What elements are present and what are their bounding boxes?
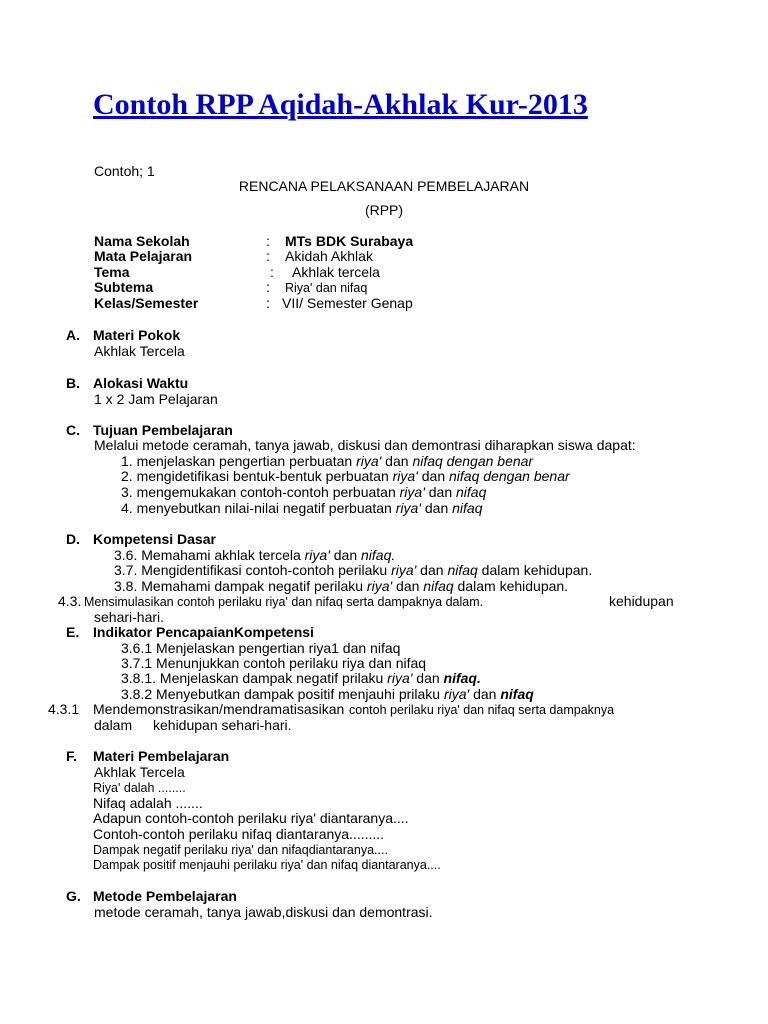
section-g-heading: Metode Pembelajaran <box>93 888 237 904</box>
section-e-heading: Indikator PencapaianKompetensi <box>93 624 314 640</box>
identity-value: Akidah Akhlak <box>285 248 373 264</box>
kd-number: 4.3. <box>58 593 82 609</box>
kd-text-end: kehidupan <box>609 593 674 609</box>
identity-separator: : <box>266 295 270 311</box>
indicator-text: Mendemonstrasikan/mendramatisasikan <box>93 701 345 717</box>
section-b-heading: Alokasi Waktu <box>93 375 189 391</box>
identity-value: VII/ Semester Genap <box>282 295 413 311</box>
indicator-text-continued: dalam <box>94 717 133 733</box>
section-a-heading: Materi Pokok <box>93 327 181 343</box>
identity-label: Tema <box>94 264 130 280</box>
section-a-letter: A. <box>66 327 80 343</box>
list-item: 3.6. Memahami akhlak tercela riya' dan nifaq. <box>114 547 396 563</box>
section-d-heading: Kompetensi Dasar <box>93 531 216 547</box>
identity-value: MTs BDK Surabaya <box>285 233 414 249</box>
list-item: 2. mengidetifikasi bentuk-bentuk perbuatan riya' dan nifaq dengan benar <box>121 468 570 484</box>
section-c-heading: Tujuan Pembelajaran <box>93 422 233 438</box>
identity-value: Riya' dan nifaq <box>285 281 368 295</box>
list-item: 4. menyebutkan nilai-nilai negatif perbuatan riya' dan nifaq <box>121 500 483 516</box>
identity-separator: : <box>266 233 270 249</box>
section-g-letter: G. <box>66 888 81 904</box>
indicator-text-continued: kehidupan sehari-hari. <box>153 717 292 733</box>
list-item: Nifaq adalah ....... <box>93 795 203 811</box>
list-item: 3.8.1. Menjelaskan dampak negatif prilaku riya' dan nifaq. <box>121 670 481 686</box>
list-item: Riya' dalah ........ <box>93 781 186 795</box>
list-item: 3.6.1 Menjelaskan pengertian riya1 dan nifaq <box>121 640 401 656</box>
section-c-letter: C. <box>66 422 80 438</box>
list-item: 1. menjelaskan pengertian perbuatan riya' dan nifaq dengan benar <box>121 453 534 469</box>
list-item: 3. mengemukakan contoh-contoh perbuatan riya' dan nifaq <box>121 484 487 500</box>
section-b-text: 1 x 2 Jam Pelajaran <box>94 391 218 407</box>
document-title[interactable]: Contoh RPP Aqidah-Akhlak Kur-2013 <box>93 88 588 121</box>
section-d-letter: D. <box>66 531 80 547</box>
section-f-heading: Materi Pembelajaran <box>93 748 230 764</box>
indicator-text-rest: contoh perilaku riya' dan nifaq serta dampaknya <box>349 703 615 717</box>
list-item: 3.8.2 Menyebutkan dampak positif menjauhi prilaku riya' dan nifaq <box>121 686 534 702</box>
list-item: Akhlak Tercela <box>94 764 185 780</box>
section-a-text: Akhlak Tercela <box>94 343 185 359</box>
identity-value: Akhlak tercela <box>292 264 380 280</box>
section-g-text: metode ceramah, tanya jawab,diskusi dan demontrasi. <box>94 904 433 920</box>
kd-text: Mensimulasikan contoh perilaku riya' dan nifaq serta dampaknya dalam. <box>84 595 484 609</box>
list-item: Adapun contoh-contoh perilaku riya' diantaranya.... <box>93 810 409 826</box>
identity-label: Subtema <box>94 279 154 295</box>
identity-separator: : <box>266 279 270 295</box>
list-item: 3.7. Mengidentifikasi contoh-contoh perilaku riya' dan nifaq dalam kehidupan. <box>114 562 593 578</box>
rpp-subheading: (RPP) <box>364 202 404 218</box>
identity-separator: : <box>270 264 274 280</box>
example-label: Contoh; 1 <box>94 163 155 179</box>
list-item: Dampak positif menjauhi perilaku riya' dan nifaq diantaranya.... <box>93 858 441 872</box>
identity-label: Nama Sekolah <box>94 233 190 249</box>
indicator-number: 4.3.1 <box>48 701 80 717</box>
identity-separator: : <box>266 248 270 264</box>
rpp-heading: RENCANA PELAKSANAAN PEMBELAJARAN <box>238 178 530 194</box>
kd-text-continued: sehari-hari. <box>94 609 165 625</box>
section-e-letter: E. <box>66 624 80 640</box>
list-item: 3.8. Memahami dampak negatif perilaku riya' dan nifaq dalam kehidupan. <box>114 578 569 594</box>
identity-label: Kelas/Semester <box>94 295 199 311</box>
section-f-letter: F. <box>66 748 77 764</box>
list-item: Contoh-contoh perilaku nifaq diantaranya......... <box>93 826 385 842</box>
section-c-intro: Melalui metode ceramah, tanya jawab, diskusi dan demontrasi diharapkan siswa dapat: <box>94 437 636 453</box>
list-item: 3.7.1 Menunjukkan contoh perilaku riya dan nifaq <box>121 655 427 671</box>
identity-label: Mata Pelajaran <box>94 248 193 264</box>
list-item: Dampak negatif perilaku riya' dan nifaqdiantaranya.... <box>93 843 388 857</box>
section-b-letter: B. <box>66 375 80 391</box>
